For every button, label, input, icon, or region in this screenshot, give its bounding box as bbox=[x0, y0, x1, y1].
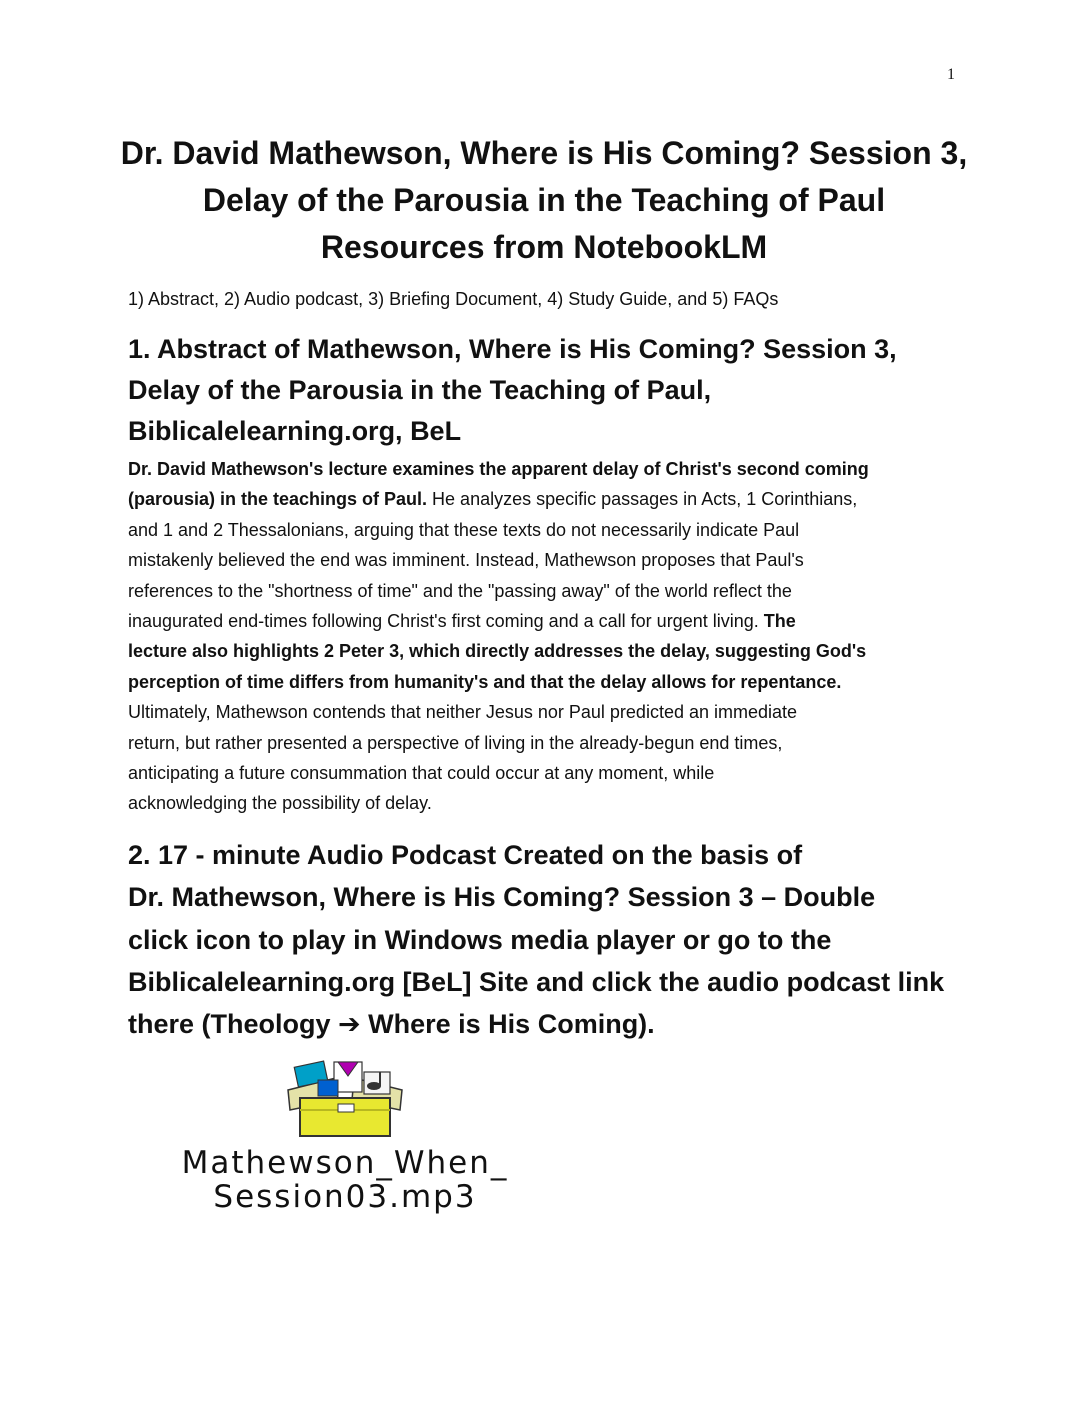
abstract-text: He analyzes specific passages in Acts, 1 Corinthians, bbox=[427, 489, 858, 510]
abstract-line bbox=[128, 606, 968, 636]
title-line-3: Resources from NotebookLM bbox=[320, 229, 768, 265]
podcast-heading-line-3: click icon to play in Windows media player or go to the bbox=[128, 924, 832, 955]
file-label-line-1: Mathewson_When_ bbox=[181, 1145, 509, 1181]
file-label-line-2: Session03.mp3 bbox=[213, 1179, 477, 1215]
abstract-body bbox=[128, 454, 968, 819]
abstract-line bbox=[128, 484, 968, 514]
audio-file-label[interactable] bbox=[120, 1146, 570, 1214]
podcast-heading-line-2: Dr. Mathewson, Where is His Coming? Session 3 – Double bbox=[128, 882, 876, 913]
abstract-bold-text: lecture also highlights 2 Peter 3, which directly addresses the delay, suggesting God's bbox=[128, 641, 867, 662]
document-title bbox=[100, 130, 988, 271]
podcast-heading-line-4: Biblicalelearning.org [BeL] Site and click the audio podcast link bbox=[128, 966, 945, 997]
podcast-heading-line-5 bbox=[128, 1003, 968, 1045]
podcast-heading-text: Where is His Coming). bbox=[360, 1009, 655, 1040]
audio-file-package-icon[interactable] bbox=[278, 1060, 412, 1138]
abstract-line bbox=[128, 667, 968, 697]
abstract-heading bbox=[128, 329, 968, 452]
podcast-heading-line-1: 2. 17 - minute Audio Podcast Created on the basis of bbox=[128, 840, 803, 870]
right-arrow-icon: ➔ bbox=[338, 1009, 361, 1040]
abstract-line: Ultimately, Mathewson contends that neither Jesus nor Paul predicted an immediate bbox=[128, 702, 798, 723]
abstract-line: mistakenly believed the end was imminent. Instead, Mathewson proposes that Paul's bbox=[128, 550, 804, 571]
abstract-heading-line-3: Biblicalelearning.org, BeL bbox=[128, 416, 462, 446]
title-line-2: Delay of the Parousia in the Teaching of Paul bbox=[202, 182, 886, 218]
abstract-heading-line-1: 1. Abstract of Mathewson, Where is His Coming? Session 3, bbox=[128, 334, 897, 364]
abstract-line: anticipating a future consummation that could occur at any moment, while bbox=[128, 763, 715, 784]
abstract-line: and 1 and 2 Thessalonians, arguing that these texts do not necessarily indicate Paul bbox=[128, 519, 800, 540]
abstract-line: return, but rather presented a perspective of living in the already-begun end times, bbox=[128, 732, 783, 753]
abstract-heading-line-2: Delay of the Parousia in the Teaching of Paul, bbox=[128, 375, 712, 405]
podcast-heading-text: there (Theology bbox=[128, 1009, 339, 1040]
abstract-line: acknowledging the possibility of delay. bbox=[128, 793, 432, 814]
abstract-bold-text: Dr. David Mathewson's lecture examines the apparent delay of Christ's second coming bbox=[128, 459, 869, 479]
abstract-text: inaugurated end-times following Christ's first coming and a call for urgent living. bbox=[128, 611, 764, 632]
page-number: 1 bbox=[947, 66, 955, 83]
contents-line: 1) Abstract, 2) Audio podcast, 3) Briefing Document, 4) Study Guide, and 5) FAQs bbox=[128, 289, 779, 309]
abstract-bold-text: (parousia) in the teachings of Paul. bbox=[128, 489, 428, 510]
abstract-bold-text: The bbox=[763, 611, 796, 632]
abstract-line bbox=[128, 636, 968, 666]
podcast-heading bbox=[128, 834, 968, 1045]
title-line-1: Dr. David Mathewson, Where is His Coming? Session 3, bbox=[120, 135, 968, 171]
abstract-line: references to the "shortness of time" and the "passing away" of the world reflect the bbox=[128, 580, 792, 601]
abstract-line bbox=[128, 454, 968, 484]
abstract-bold-text: perception of time differs from humanity's and that the delay allows for repentance. bbox=[128, 671, 842, 692]
